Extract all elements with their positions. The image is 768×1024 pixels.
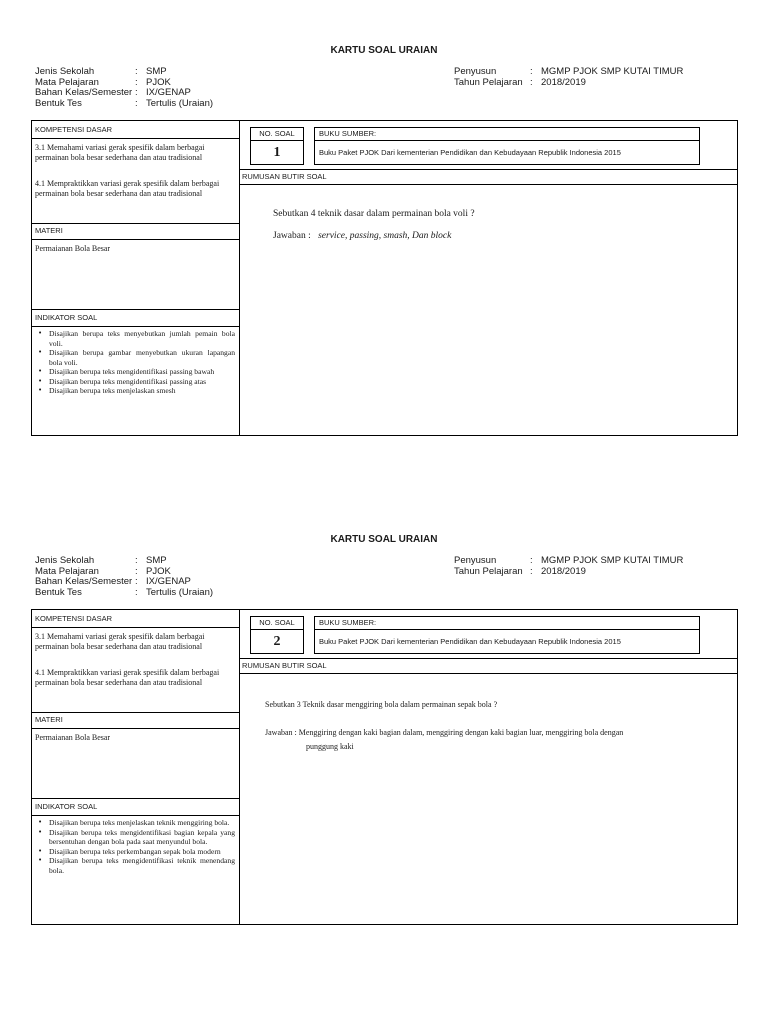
divider [239,673,737,674]
materi-label: MATERI [35,715,63,724]
colon: : [530,555,533,566]
buku-sumber-value: Buku Paket PJOK Dari kementerian Pendidikan dan Kebudayaan Republik Indonesia 2015 [319,148,621,157]
divider [32,712,239,713]
tahun-label: Tahun Pelajaran [454,76,523,88]
bahan-label: Bahan Kelas/Semester [35,87,133,99]
jenis-sekolah-label: Jenis Sekolah [35,555,95,566]
answer-text: service, passing, smash, Dan block [318,231,452,241]
rumusan-label: RUMUSAN BUTIR SOAL [242,661,327,670]
mata-pelajaran-label: Mata Pelajaran [35,565,99,577]
divider [32,239,239,240]
jenis-sekolah-value: SMP [146,555,167,566]
colon: : [135,555,138,566]
colon: : [135,576,138,588]
divider [251,140,303,141]
indikator-item: • Disajikan berupa teks menjelaskan smesh [38,386,176,395]
bullet-icon: • [38,348,43,356]
bullet-icon: • [38,827,43,836]
card-meta-left [35,67,213,109]
card-title: KARTU SOAL URAIAN [330,45,438,56]
materi-value: Permaianan Bola Besar [35,733,111,742]
card-meta-right [454,67,683,88]
bahan-value: IX/GENAP [146,576,191,588]
jenis-sekolah-label: Jenis Sekolah [35,66,95,77]
question-card-1 [0,45,768,445]
penyusun-label: Penyusun [454,555,497,566]
bahan-value: IX/GENAP [146,87,191,99]
bullet-icon: • [38,376,43,385]
bullet-icon: • [38,329,43,337]
indikator-item: • Disajikan berupa teks mengidentifikasi teknik menendang bola. [38,856,235,875]
mata-pelajaran-value: PJOK [146,76,171,88]
divider [239,169,737,170]
divider [315,629,699,630]
kd-4-1: 4.1 Mempraktikkan variasi gerak spesifik dalam berbagai permainan bola besar sederhana dan atau tradisional [35,668,220,687]
divider [32,223,239,224]
card-meta-left [35,556,213,598]
colon: : [135,565,138,577]
answer-line [265,728,623,738]
no-soal-value: 2 [273,634,281,649]
tahun-value: 2018/2019 [541,76,586,88]
colon: : [135,97,138,109]
bentuk-tes-label: Bentuk Tes [35,97,82,109]
divider [32,728,239,729]
tahun-value: 2018/2019 [541,565,586,577]
bullet-icon: • [38,367,43,375]
bentuk-tes-value: Tertulis (Uraian) [146,586,214,598]
materi-value: Permaianan Bola Besar [35,244,111,253]
materi-label: MATERI [35,226,63,235]
divider [32,309,239,310]
answer-label: Jawaban : [273,231,311,241]
indikator-item: • Disajikan berupa teks mengidentifikasi passing bawah [38,367,215,376]
kompetensi-label: KOMPETENSI DASAR [35,614,113,623]
kd-3-1: 3.1 Memahami variasi gerak spesifik dalam berbagai permainan bola besar sederhana dan atau tradisional [35,632,205,651]
no-soal-label: NO. SOAL [259,129,295,138]
bentuk-tes-label: Bentuk Tes [35,586,82,598]
kompetensi-label: KOMPETENSI DASAR [35,125,113,134]
card-frame [31,120,738,436]
indikator-label: INDIKATOR SOAL [35,313,98,322]
indikator-item: • Disajikan berupa teks menyebutkan jumlah pemain bola voli. [38,329,235,348]
divider [32,798,239,799]
bahan-label: Bahan Kelas/Semester [35,576,133,588]
answer-line [273,230,451,242]
indikator-item: • Disajikan berupa teks mengidentifikasi bagian kepala yang bersentuhan dengan bola pada saat menyundul bola. [38,827,235,846]
indikator-item: • Disajikan berupa teks menjelaskan teknik menggiring bola. [38,818,230,827]
divider [239,184,737,185]
colon: : [135,66,138,77]
indikator-item: • Disajikan berupa gambar menyebutkan ukuran lapangan bola voli. [38,348,235,367]
buku-sumber-value: Buku Paket PJOK Dari kementerian Pendidikan dan Kebudayaan Republik Indonesia 2015 [319,637,621,646]
no-soal-box [250,616,304,654]
buku-sumber-label: BUKU SUMBER: [319,129,377,138]
bullet-icon: • [38,386,43,394]
answer-label: Jawaban : [265,728,297,737]
divider [32,326,239,327]
bullet-icon: • [38,856,43,864]
indikator-item: • Disajikan berupa teks perkembangan sepak bola modern [38,846,221,856]
jenis-sekolah-value: SMP [146,66,167,77]
penyusun-label: Penyusun [454,66,497,77]
penyusun-value: MGMP PJOK SMP KUTAI TIMUR [541,555,684,566]
divider [32,815,239,816]
indikator-label: INDIKATOR SOAL [35,802,98,811]
rumusan-label: RUMUSAN BUTIR SOAL [242,172,327,181]
colon: : [530,76,533,88]
kd-3-1: 3.1 Memahami variasi gerak spesifik dalam berbagai permainan bola besar sederhana dan atau tradisional [35,143,205,162]
colon: : [135,76,138,88]
answer-text: Menggiring dengan kaki bagian dalam, menggiring dengan kaki bagian luar, menggiring bola dengan [298,728,624,737]
bentuk-tes-value: Tertulis (Uraian) [146,97,214,109]
no-soal-box [250,127,304,165]
colon: : [530,66,533,77]
no-soal-value: 1 [273,145,281,160]
colon: : [135,87,138,99]
question-card-2 [0,534,768,934]
divider [251,629,303,630]
indikator-item: • Disajikan berupa teks mengidentifikasi passing atas [38,376,207,386]
divider [32,627,239,628]
buku-sumber-box [314,127,700,165]
colon: : [135,586,138,598]
tahun-label: Tahun Pelajaran [454,565,523,577]
question-text: Sebutkan 4 teknik dasar dalam permainan bola voli ? [273,209,475,219]
divider [315,140,699,141]
answer-continuation: punggung kaki [306,742,354,751]
mata-pelajaran-value: PJOK [146,565,171,577]
buku-sumber-box [314,616,700,654]
colon: : [530,565,533,577]
penyusun-value: MGMP PJOK SMP KUTAI TIMUR [541,66,684,77]
card-title: KARTU SOAL URAIAN [330,534,438,545]
divider [32,138,239,139]
buku-sumber-label: BUKU SUMBER: [319,618,377,627]
no-soal-label: NO. SOAL [259,618,295,627]
card-frame [31,609,738,925]
bullet-icon: • [38,818,43,826]
mata-pelajaran-label: Mata Pelajaran [35,76,99,88]
kd-4-1: 4.1 Mempraktikkan variasi gerak spesifik dalam berbagai permainan bola besar sederhana dan atau tradisional [35,179,220,198]
divider [239,658,737,659]
bullet-icon: • [38,846,43,855]
card-meta-right [454,556,683,577]
indikator-list [35,329,235,396]
indikator-list [35,818,235,875]
question-text: Sebutkan 3 Teknik dasar menggiring bola dalam permainan sepak bola ? [265,700,498,709]
